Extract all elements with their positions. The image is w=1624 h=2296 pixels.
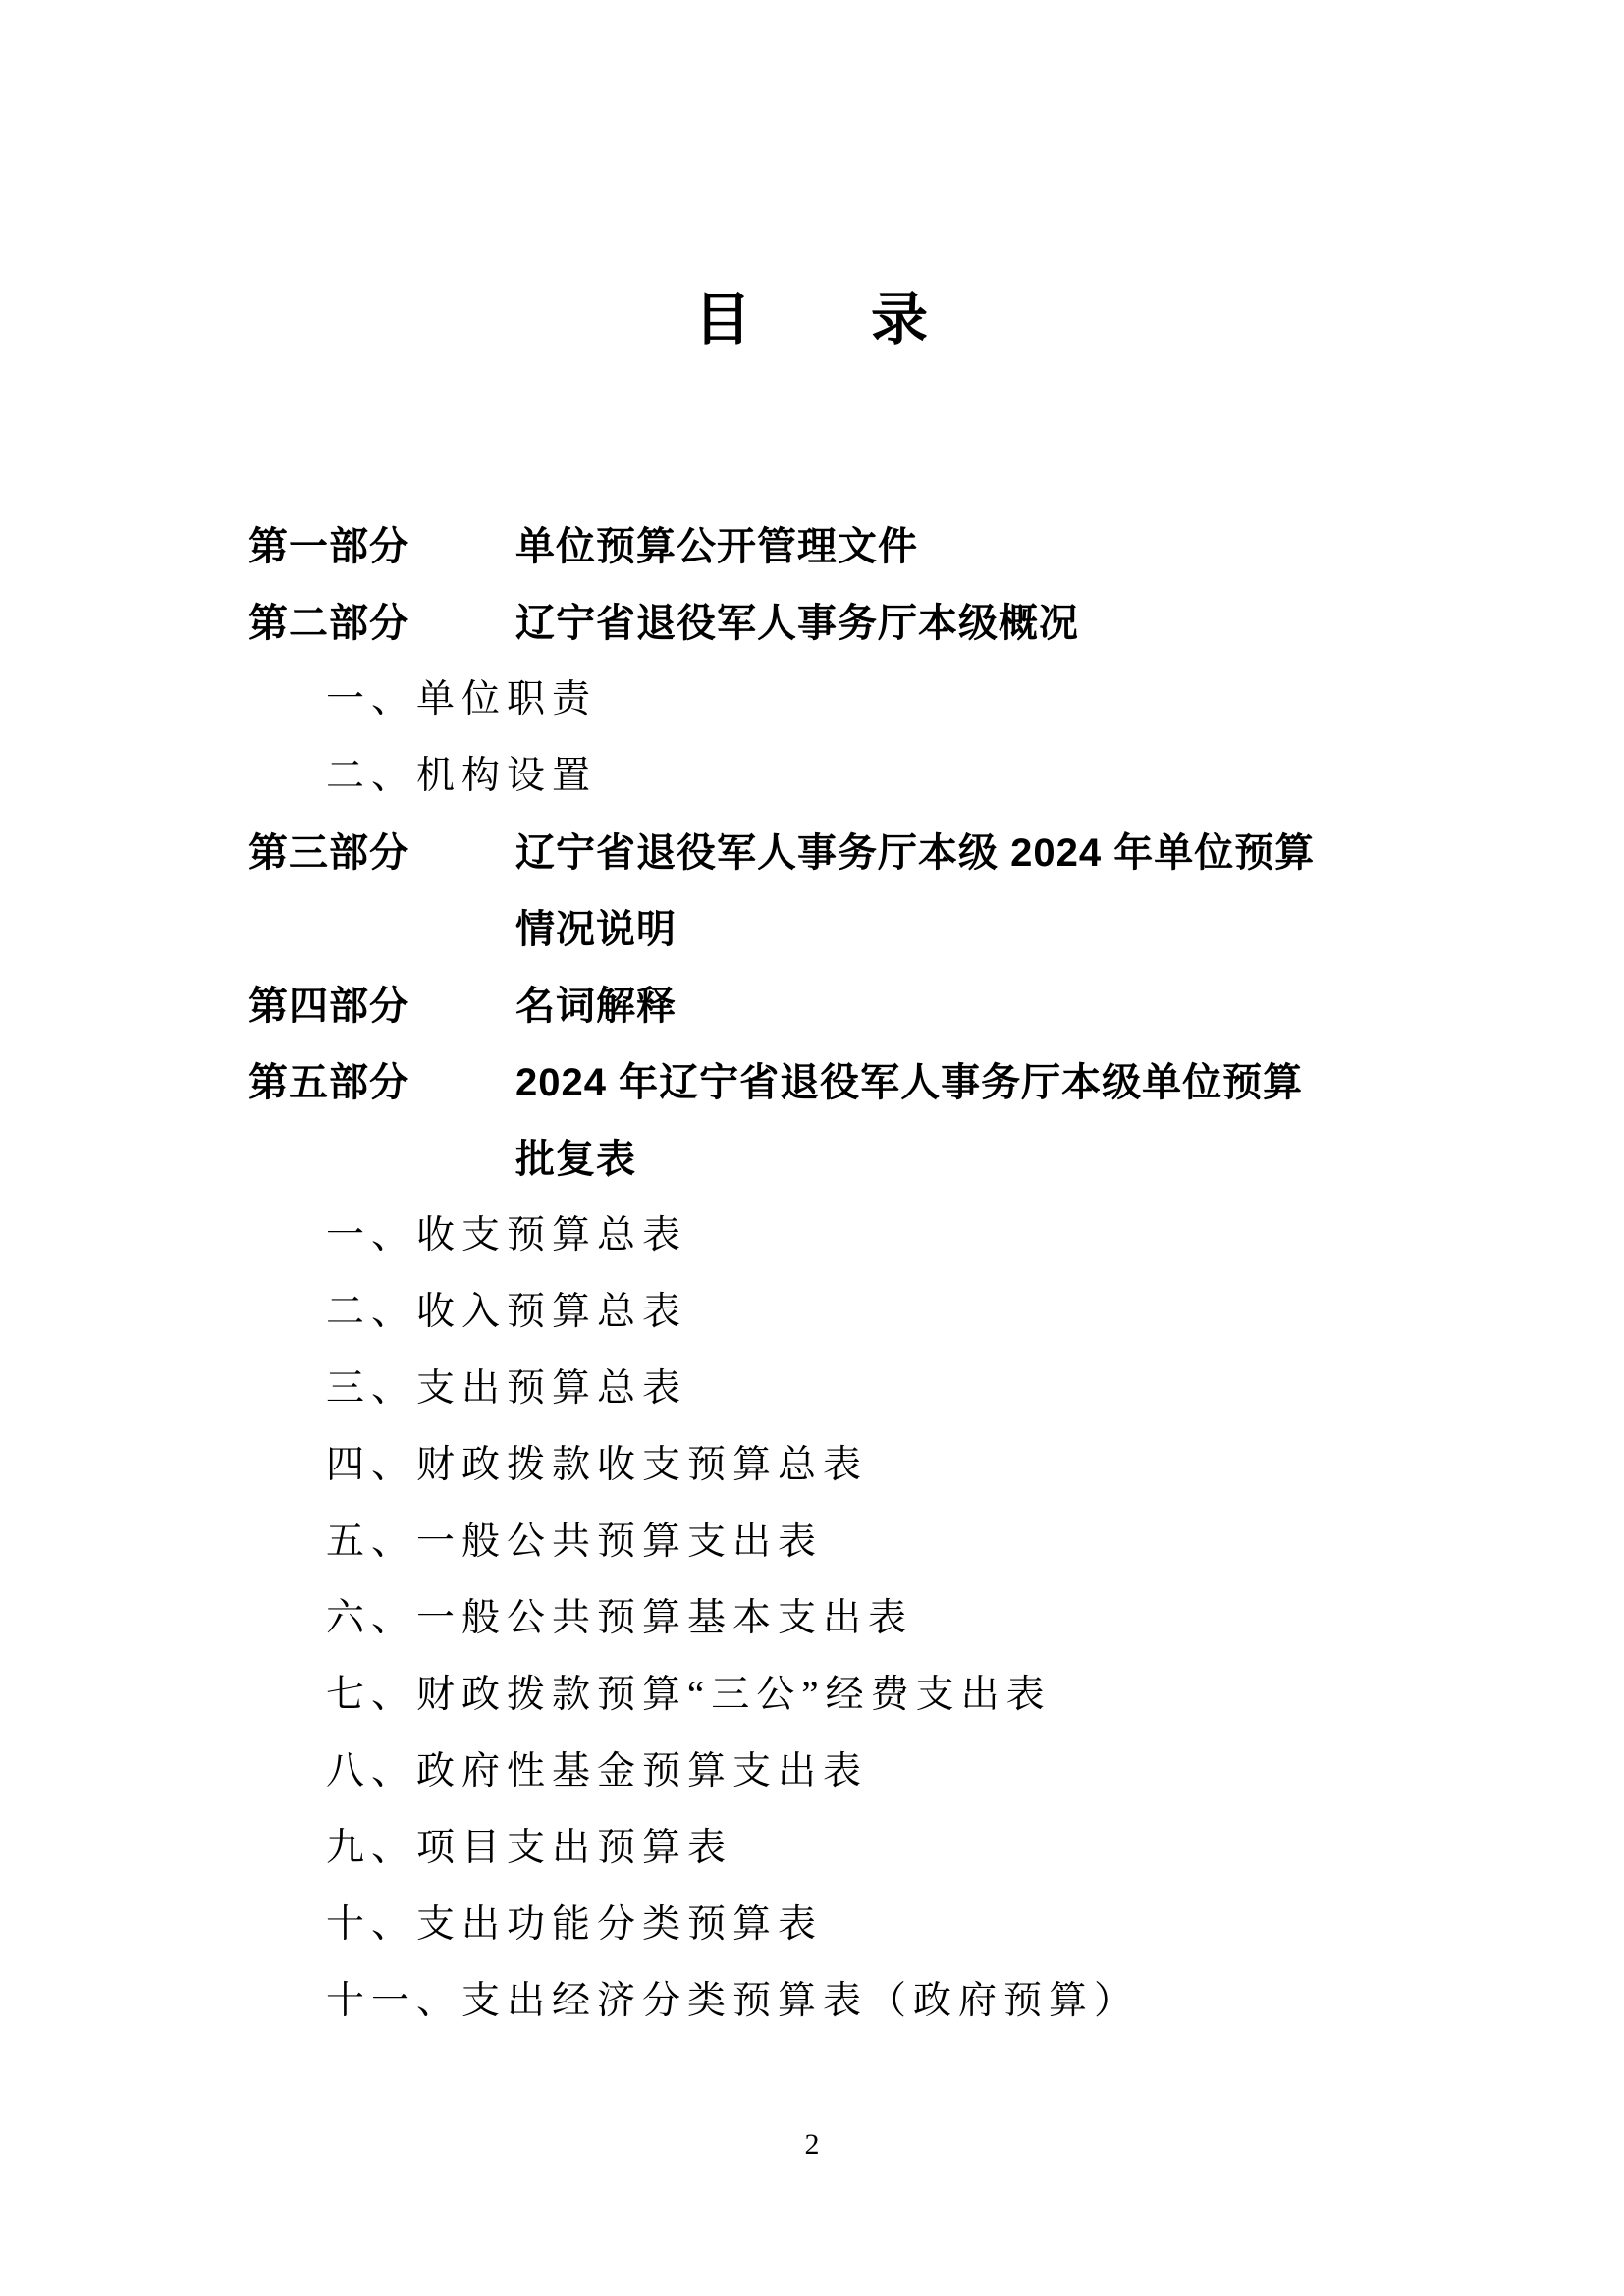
- toc-entry-text: 六、一般公共预算基本支出表: [326, 1597, 914, 1639]
- toc-entry-label: 第二部分: [248, 601, 409, 645]
- toc-entry-item: [0, 1576, 1624, 1653]
- toc-entry-item: [0, 1270, 1624, 1347]
- toc-entry-text: 三、支出预算总表: [326, 1367, 688, 1410]
- toc-entry-text: 一、单位职责: [326, 678, 598, 721]
- toc-entry-item: [0, 1730, 1624, 1806]
- toc-entry-part-4: [0, 964, 1624, 1041]
- page-title: 目 录: [693, 288, 930, 351]
- toc-entry-part-2: [0, 581, 1624, 658]
- toc-entry-item: [0, 1959, 1624, 2036]
- toc-entry-continuation: [0, 1117, 1624, 1194]
- toc-entry-text: 十、支出功能分类预算表: [326, 1903, 824, 1946]
- toc-entry-item: [0, 734, 1624, 811]
- toc-entry-part-3: [0, 811, 1624, 887]
- toc-entry-item: [0, 1653, 1624, 1730]
- toc-entry-text: 批复表: [515, 1137, 636, 1181]
- toc-entry-part-1: [0, 505, 1624, 581]
- toc-entry-item: [0, 1423, 1624, 1500]
- toc-entry-continuation: [0, 887, 1624, 964]
- toc-entry-text: 二、收入预算总表: [326, 1291, 688, 1333]
- toc-entry-item: [0, 658, 1624, 734]
- toc-entry-text: 八、政府性基金预算支出表: [326, 1750, 869, 1792]
- toc-entry-part-5: [0, 1041, 1624, 1117]
- toc-entry-text: 四、财政拨款收支预算总表: [326, 1444, 869, 1486]
- toc-entry-text: 名词解释: [515, 984, 677, 1028]
- toc-entry-text: 一、收支预算总表: [326, 1214, 688, 1256]
- toc-entry-item: [0, 1806, 1624, 1883]
- toc-entry-text: 辽宁省退役军人事务厅本级 2024 年单位预算: [515, 830, 1316, 875]
- toc-entry-item: [0, 1883, 1624, 1959]
- toc-entry-label: 第四部分: [248, 984, 409, 1028]
- toc-entry-item: [0, 1347, 1624, 1423]
- toc-entry-text: 二、机构设置: [326, 755, 598, 797]
- toc-entry-text: 五、一般公共预算支出表: [326, 1521, 824, 1563]
- toc-entry-text: 单位预算公开管理文件: [515, 524, 918, 568]
- toc-entry-text: 2024 年辽宁省退役军人事务厅本级单位预算: [515, 1060, 1304, 1104]
- toc-entry-label: 第三部分: [248, 830, 409, 875]
- toc-entry-text: 情况说明: [515, 907, 677, 951]
- page-number: 2: [804, 2128, 820, 2161]
- toc-entry-label: 第五部分: [248, 1060, 409, 1104]
- toc-entry-text: 九、项目支出预算表: [326, 1827, 733, 1869]
- toc-entry-item: [0, 1194, 1624, 1270]
- toc-entry-item: [0, 1500, 1624, 1576]
- toc-entry-text: 七、财政拨款预算“三公”经费支出表: [326, 1674, 1052, 1716]
- toc-entry-label: 第一部分: [248, 524, 409, 568]
- toc-entry-text: 十一、支出经济分类预算表（政府预算）: [326, 1980, 1140, 2022]
- toc-entry-text: 辽宁省退役军人事务厅本级概况: [515, 601, 1079, 645]
